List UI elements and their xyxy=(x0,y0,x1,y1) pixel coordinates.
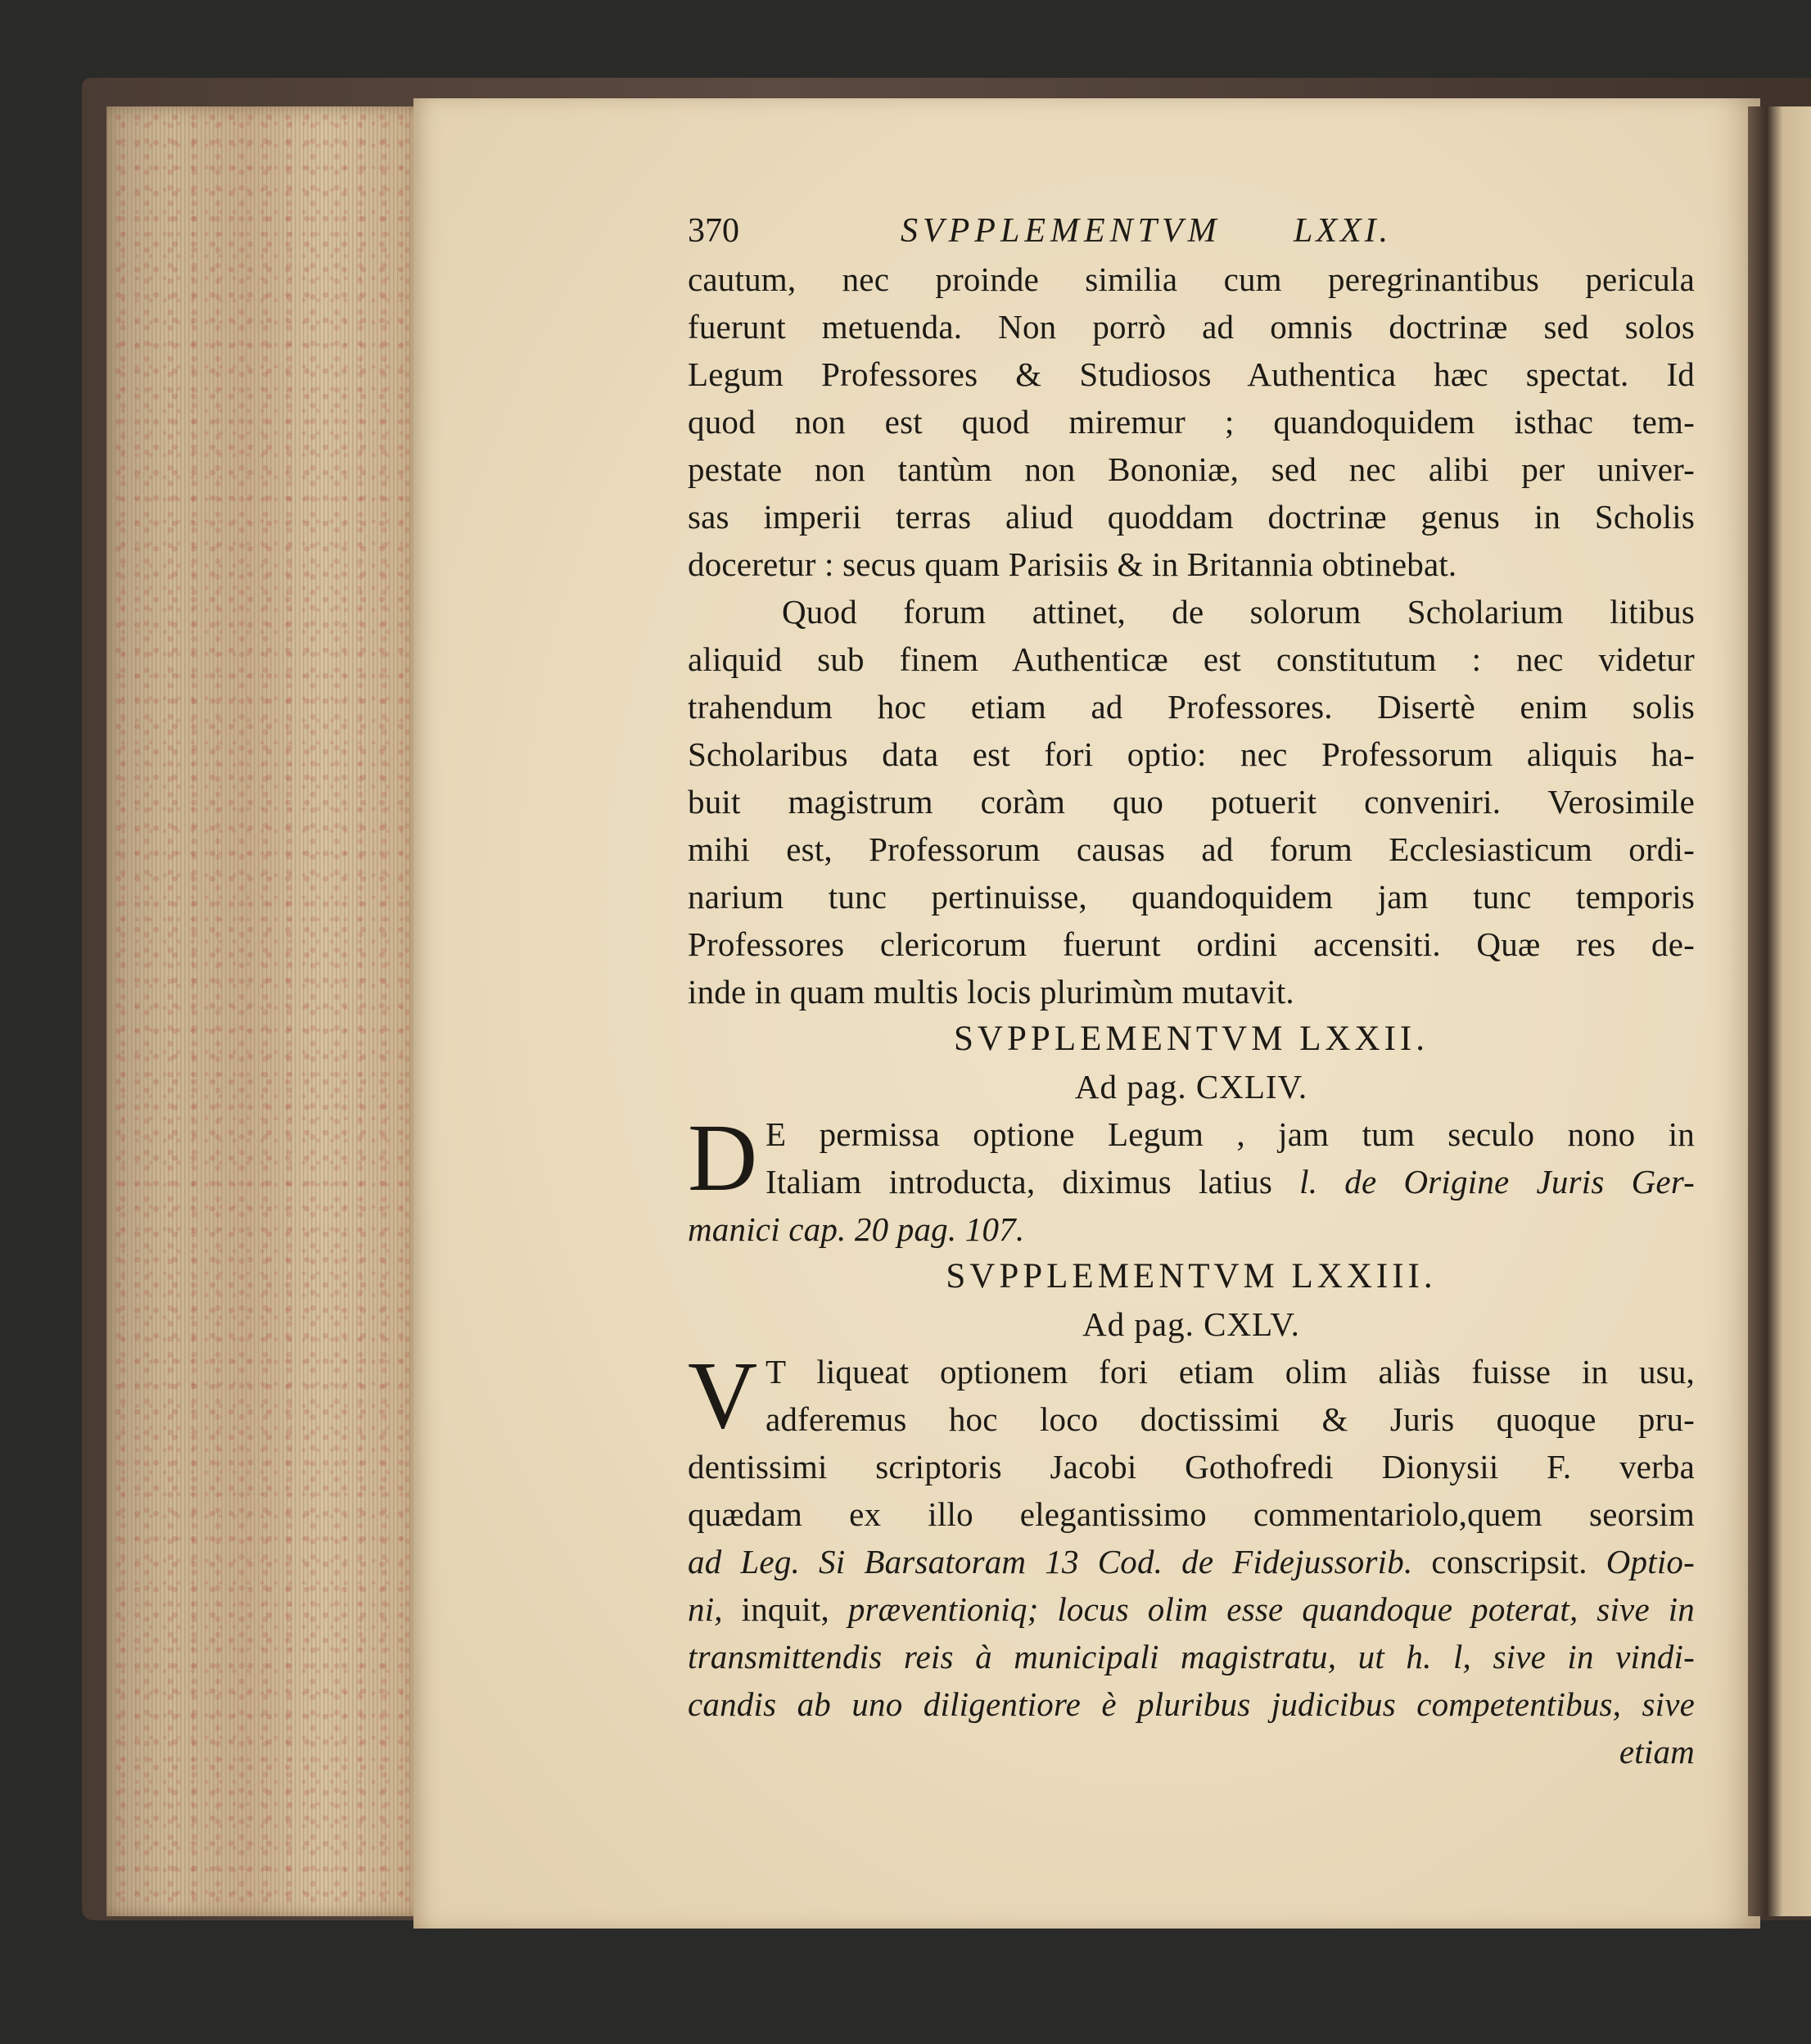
quotation-text: Optio- xyxy=(1606,1543,1695,1580)
section-heading-lxxiii: SVPPLEMENTVM LXXIII. xyxy=(946,1257,1437,1296)
facing-page-edge xyxy=(1748,106,1811,1916)
text-line xyxy=(688,1538,1695,1585)
text-line: Professores clericorum fuerunt ordini accensiti. Quæ res de- xyxy=(688,925,1695,963)
citation-text: manici cap. 20 pag. 107. xyxy=(688,1210,1025,1248)
text-run: conscripsit. xyxy=(1412,1543,1606,1580)
drop-cap: D xyxy=(688,1104,758,1211)
text-line: aliquid sub finem Authenticæ est constitutum : nec videtur xyxy=(688,640,1695,678)
text-line: T liqueat optionem fori etiam olim aliàs fuisse in usu, xyxy=(765,1353,1695,1391)
text-line xyxy=(688,1585,1695,1633)
page-text-block xyxy=(688,206,1695,1775)
text-line: sas imperii terras aliud quoddam doctrinæ genus in Scholis xyxy=(688,498,1695,536)
text-run: Italiam introducta, diximus latius xyxy=(765,1163,1300,1201)
quotation-text: candis ab uno diligentiore è pluribus judicibus competentibus, sive xyxy=(688,1685,1695,1723)
text-line: buit magistrum coràm quo potuerit conveniri. Verosimile xyxy=(688,783,1695,821)
page-number: 370 xyxy=(688,212,739,250)
text-line: adferemus hoc loco doctissimi & Juris quoque pru- xyxy=(765,1400,1695,1438)
running-title: SVPPLEMENTVM xyxy=(901,212,1222,250)
quotation-text: transmittendis reis à municipali magistratu, ut h. l, sive in vindi- xyxy=(688,1638,1695,1675)
text-line: dentissimi scriptoris Jacobi Gothofredi Dionysii F. verba xyxy=(688,1448,1695,1486)
paragraph-1 xyxy=(688,256,1695,588)
page-reference-lxxiii: Ad pag. CXLV. xyxy=(1082,1305,1300,1343)
text-line: trahendum hoc etiam ad Professores. Disertè enim solis xyxy=(688,688,1695,726)
text-line xyxy=(688,1205,1695,1253)
text-run: inquit, xyxy=(722,1590,848,1628)
text-line xyxy=(688,1680,1695,1728)
section-heading-lxxii: SVPPLEMENTVM LXXII. xyxy=(954,1020,1429,1058)
page-edges-speckle xyxy=(115,115,409,1908)
citation-text: ad Leg. Si Barsatoram 13 Cod. de Fidejussorib. xyxy=(688,1543,1413,1580)
text-line: E permissa optione Legum , jam tum seculo nono in xyxy=(765,1115,1695,1153)
page-reference-lxxii: Ad pag. CXLIV. xyxy=(1074,1068,1308,1106)
paragraph-lxxiii xyxy=(688,1341,1696,1775)
running-number: LXXI. xyxy=(1294,212,1392,250)
running-header xyxy=(688,206,1695,256)
paragraph-lxxii xyxy=(688,1104,1696,1253)
text-line: Scholaribus data est fori optio: nec Professorum aliquis ha- xyxy=(688,735,1695,773)
quotation-text: ni, xyxy=(688,1590,723,1628)
text-line: narium tunc pertinuisse, quandoquidem jam tunc temporis xyxy=(688,878,1695,916)
text-line: Legum Professores & Studiosos Authentica hæc spectat. Id xyxy=(688,355,1695,393)
text-line: quod non est quod miremur ; quandoquidem isthac tem- xyxy=(688,403,1695,441)
quotation-text: præventioniq; locus olim esse quandoque poterat, sive in xyxy=(847,1590,1696,1628)
text-line: inde in quam multis locis plurimùm mutavit. xyxy=(688,973,1294,1011)
text-line: doceretur : secus quam Parisiis & in Britannia obtinebat. xyxy=(688,545,1457,583)
text-line xyxy=(688,1633,1695,1680)
text-line: fuerunt metuenda. Non porrò ad omnis doctrinæ sed solos xyxy=(688,308,1695,346)
text-line: pestate non tantùm non Bononiæ, sed nec alibi per univer- xyxy=(688,450,1695,488)
paragraph-2 xyxy=(688,588,1695,1015)
text-line: Quod forum attinet, de solorum Scholarium litibus xyxy=(782,593,1695,631)
text-line xyxy=(765,1158,1695,1205)
text-line: cautum, nec proinde similia cum peregrinantibus pericula xyxy=(688,260,1695,298)
citation-text: l. de Origine Juris Ger- xyxy=(1299,1163,1696,1201)
text-line: quædam ex illo elegantissimo commentariolo,quem seorsim xyxy=(688,1495,1695,1533)
drop-cap: V xyxy=(688,1341,758,1449)
catchword: etiam xyxy=(1619,1733,1695,1770)
text-line: mihi est, Professorum causas ad forum Ecclesiasticum ordi- xyxy=(688,830,1695,868)
